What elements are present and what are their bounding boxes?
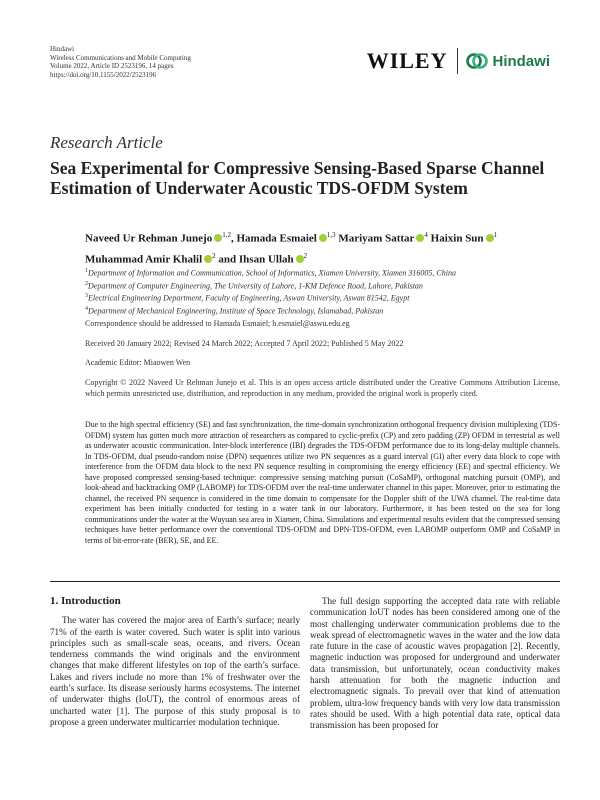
- author-name[interactable]: Naveed Ur Rehman Junejo: [85, 232, 213, 245]
- author-affiliation-marker: 4: [424, 231, 428, 239]
- section-divider: [50, 581, 560, 582]
- body-paragraph: The water has covered the major area of Earth’s surface; nearly 71% of the earth is water covered. Such water is split into various principles such as small-scale seas, oceans, and rivers. Ocean tenderness commands the wind originals and the environment changes that make different lifestyles on top of the earth’s surface. Lakes and rivers include no more than 1% of freshwater over the earth’s surface. Its disease seriously harms ecosystems. The internet of underwater thighs (IoUT), the control of enormous areas of uncharted water [1]. The purpose of this study proposal is to propose a green underwater multicarrier modulation technique.: [50, 615, 300, 727]
- copyright-notice: Copyright © 2022 Naveed Ur Rehman Junejo et al. This is an open access article distributed under the Creative Commons Attribution License, which permits unrestricted use, distribution, and reproduction in any medium, provided the original work is properly cited.: [85, 378, 560, 398]
- affiliation-item: $^4$Department of Mechanical Engineering, Institute of Space Technology, Islamabad, Pakistan: [85, 305, 384, 316]
- body-paragraph: The full design supporting the accepted data rate with reliable communication IoUT nodes has been considered among one of the most challenging underwater communication problems due to the weak spread of electromagnetic waves in the water and the low data rate future in the case of acoustic waves propagation [2]. Recently, magnetic induction was proposed for underground and underwater data transmission, but unfortunately, ocean conductivity makes harsh attenuation for both the magnetic induction and electromagnetic signals. To prevail over that kind of attenuation problem, ultra-low frequency bands with very low data transmission rates should be used. With a high potential data rate, optical data transmission has been proposed for: [310, 596, 560, 731]
- orcid-icon[interactable]: [214, 234, 222, 242]
- wiley-logo: WILEY: [366, 48, 448, 73]
- academic-editor: Academic Editor: Miaowen Wen: [85, 358, 191, 367]
- volume-info: Volume 2022, Article ID 2523196, 14 pages: [50, 62, 174, 70]
- affiliation-list: [85, 266, 565, 317]
- right-column: [310, 596, 560, 732]
- left-column: [50, 596, 300, 728]
- author-conjunction: and: [218, 253, 237, 266]
- hindawi-wordmark: Hindawi: [492, 52, 550, 70]
- hindawi-logo: [466, 50, 550, 72]
- section-heading: 1. Introduction: [50, 595, 121, 607]
- journal-header: [50, 45, 191, 79]
- orcid-icon[interactable]: [204, 255, 212, 263]
- abstract: Due to the high spectral efficiency (SE) and fast synchronization, the time-domain synchronization orthogonal frequency division multiplexing (TDS-OFDM) system has gotten much more attraction of researchers as compared to cyclic-prefix (CP) and zero padding (ZP) OFDM in terrestrial as well as underwater acoustic communication. Inter-block interference (IBI) degrades the TDS-OFDM performance due to its long-delay multiple channels. In TDS-OFDM, dual pseudo-random noise (DPN) sequences utilize two PN sequences as a guard interval (GI) after every data block to cope with interference from the OFDM data block to the next PN sequence resulting in compromising the energy efficiency (EE) and spectral efficiency. We have proposed compressed sensing-based technique: compressive sensing matching pursuit (CoSaMP), orthogonal matching pursuit (OMP), and look-ahead and backtracking OMP (LABOMP) for TDS-OFDM over the real-time underwater channel in this paper. Moreover, prior to estimating the channel, the received PN sequence is considered in the time domain to compensate for the Doppler shift of the UWA channel. The real-time data experiment has been initially conducted for testing in a water tank in our laboratory. Furthermore, it has been tested on the sea for long communications under the water at the Wuyuan sea area in Xiamen, China. Simulations and experimental results evident that the compressed sensing techniques have better performance over the conventional TDS-OFDM and DPN-TDS-OFDM, even LABOMP outperform OMP and CoSaMP in terms of bit-error-rate (BER), SE, and EE.: [85, 420, 560, 545]
- publisher-logos: [367, 48, 550, 74]
- doi-link[interactable]: https://doi.org/10.1155/2022/2523196: [50, 70, 157, 79]
- orcid-icon[interactable]: [319, 234, 327, 242]
- affiliation-item: $^1$Department of Information and Communication, School of Informatics, Xiamen University, Xiamen 316005, China: [85, 268, 456, 278]
- author-affiliation-marker: 2: [212, 251, 216, 260]
- affiliation-item: $^3$Electrical Engineering Department, Faculty of Engineering, Aswan University, Aswan 81542, Egypt: [85, 293, 410, 303]
- author-affiliation-marker: 1,2: [222, 231, 231, 239]
- orcid-icon[interactable]: [486, 234, 494, 242]
- article-type: Research Article: [50, 133, 163, 152]
- author-name[interactable]: Muhammad Amir Khalil: [85, 253, 203, 266]
- paper-title: Sea Experimental for Compressive Sensing-Based Sparse Channel Estimation of Underwater Acoustic TDS-OFDM System: [50, 158, 545, 198]
- author-affiliation-marker: 2: [303, 251, 308, 260]
- orcid-icon[interactable]: [296, 255, 304, 263]
- orcid-icon[interactable]: [416, 234, 424, 242]
- author-name[interactable]: Haixin Sun: [430, 232, 484, 245]
- hindawi-icon: [466, 50, 488, 72]
- affiliation-item: $^2$Department of Computer Engineering, The University of Lahore, 1-KM Defence Road, Lahore, Pakistan: [85, 280, 423, 291]
- author-name[interactable]: Ihsan Ullah: [238, 253, 294, 266]
- logo-divider: [457, 48, 458, 74]
- author-affiliation-marker: 1: [493, 231, 498, 239]
- correspondence: Correspondence should be addressed to Hamada Esmaiel; h.esmaiel@aswu.edu.eg: [85, 319, 350, 328]
- author-name[interactable]: Mariyam Sattar: [338, 232, 415, 245]
- author-name[interactable]: Hamada Esmaiel: [236, 232, 317, 245]
- author-affiliation-marker: 1,3: [326, 231, 336, 239]
- journal-name: Wireless Communications and Mobile Computing: [50, 53, 191, 62]
- publisher-name: Hindawi: [50, 45, 75, 53]
- author-list: Naveed Ur Rehman Junejo $^{1,2}$, Hamada Esmaiel $^{1,3}$ Mariyam Sattar $^4$ Haixin Sun $^1$ Muhammad Amir Khalil $^2$ and Ihsan Ullah $^2$: [85, 231, 498, 266]
- publication-dates: Received 20 January 2022; Revised 24 March 2022; Accepted 7 April 2022; Published 5 May 2022: [85, 339, 404, 348]
